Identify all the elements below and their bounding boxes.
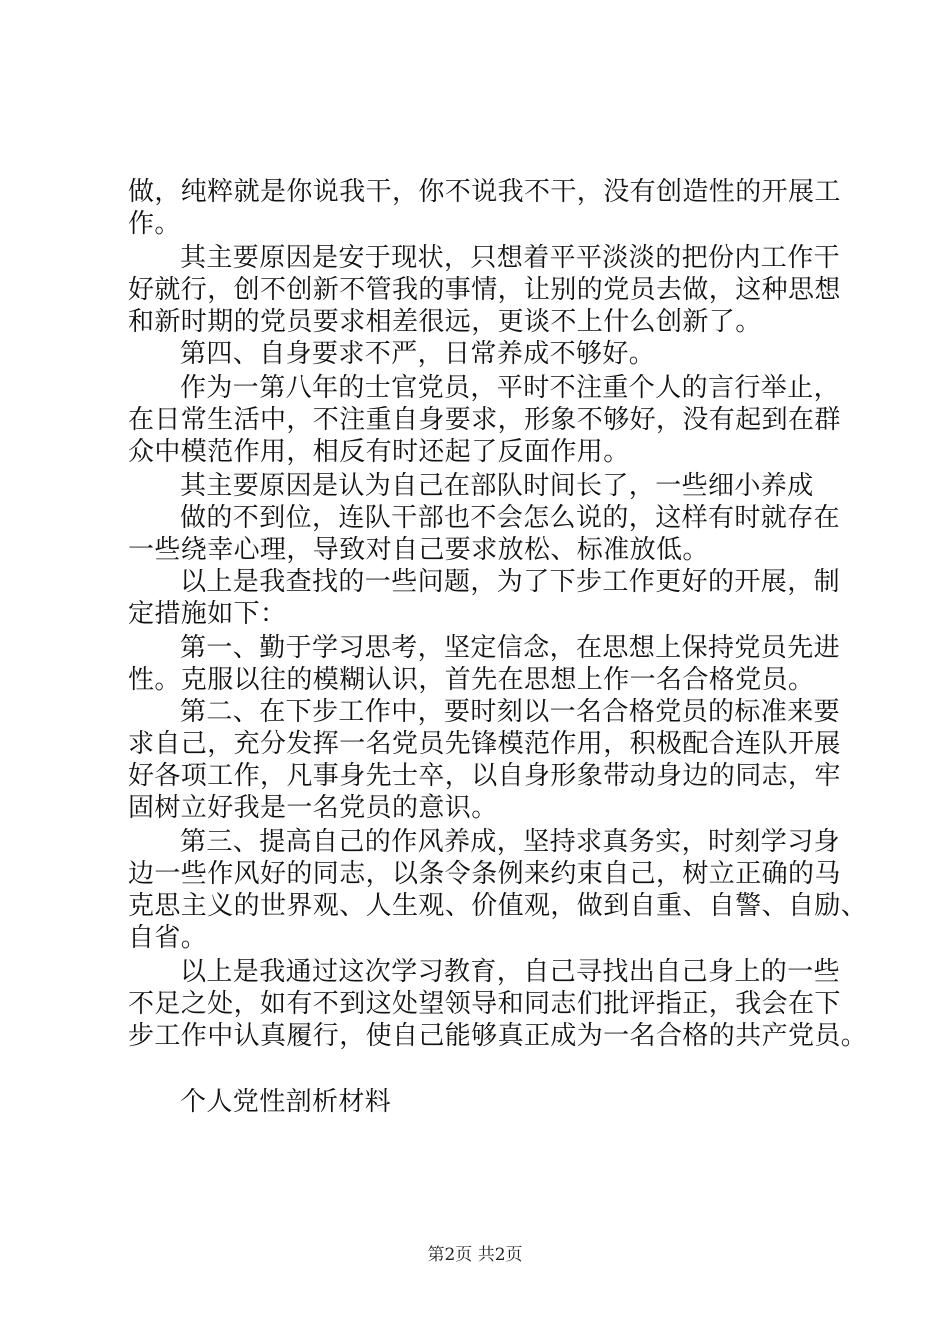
- paragraph-line: 在日常生活中，不注重自身要求，形象不够好，没有起到在群: [128, 405, 841, 435]
- page-number-footer: 第2页 共2页: [427, 1245, 523, 1265]
- paragraph-line: 众中模范作用，相反有时还起了反面作用。: [128, 437, 630, 467]
- paragraph-line: 以上是我通过这次学习教育，自己寻找出自己身上的一些: [180, 957, 841, 987]
- paragraph-line: 一些绕幸心理，导致对自己要求放松、标准放低。: [128, 535, 709, 565]
- paragraph-line: 其主要原因是安于现状，只想着平平淡淡的把份内工作干: [180, 243, 841, 273]
- paragraph-line: 克思主义的世界观、人生观、价值观，做到自重、自警、自励、: [128, 891, 868, 921]
- paragraph-line: 做，纯粹就是你说我干，你不说我不干，没有创造性的开展工: [128, 177, 841, 207]
- paragraph-line: 性。克服以往的模糊认识，首先在思想上作一名合格党员。: [128, 665, 815, 695]
- paragraph-line: 以上是我查找的一些问题，为了下步工作更好的开展，制: [180, 567, 841, 597]
- paragraph-line: 作。: [128, 209, 181, 239]
- paragraph-line: 定措施如下：: [128, 599, 287, 629]
- paragraph-line: 自省。: [128, 923, 208, 953]
- paragraph-line: 和新时期的党员要求相差很远，更谈不上什么创新了。: [128, 307, 762, 337]
- paragraph-line: 作为一第八年的士官党员，平时不注重个人的言行举止，: [180, 373, 841, 403]
- section-heading: 第四、自身要求不严，日常养成不够好。: [180, 339, 656, 369]
- paragraph-line: 好各项工作，凡事身先士卒，以自身形象带动身边的同志，牢: [128, 761, 841, 791]
- paragraph-line: 边一些作风好的同志，以条令条例来约束自己，树立正确的马: [128, 859, 841, 889]
- paragraph-line: 第一、勤于学习思考，坚定信念，在思想上保持党员先进: [180, 633, 841, 663]
- paragraph-line: 做的不到位，连队干部也不会怎么说的，这样有时就存在: [180, 503, 841, 533]
- document-title: 个人党性剖析材料: [180, 1087, 392, 1117]
- paragraph-line: 不足之处，如有不到这处望领导和同志们批评指正，我会在下: [128, 989, 841, 1019]
- paragraph-line: 好就行，创不创新不管我的事情，让别的党员去做，这种思想: [128, 275, 841, 305]
- paragraph-line: 求自己，充分发挥一名党员先锋模范作用，积极配合连队开展: [128, 729, 841, 759]
- paragraph-line: 固树立好我是一名党员的意识。: [128, 793, 498, 823]
- paragraph-line: 第二、在下步工作中，要时刻以一名合格党员的标准来要: [180, 697, 841, 727]
- paragraph-line: 第三、提高自己的作风养成，坚持求真务实，时刻学习身: [180, 827, 841, 857]
- paragraph-line: 步工作中认真履行，使自己能够真正成为一名合格的共产党员。: [128, 1021, 868, 1051]
- paragraph-line: 其主要原因是认为自己在部队时间长了，一些细小养成: [180, 471, 814, 501]
